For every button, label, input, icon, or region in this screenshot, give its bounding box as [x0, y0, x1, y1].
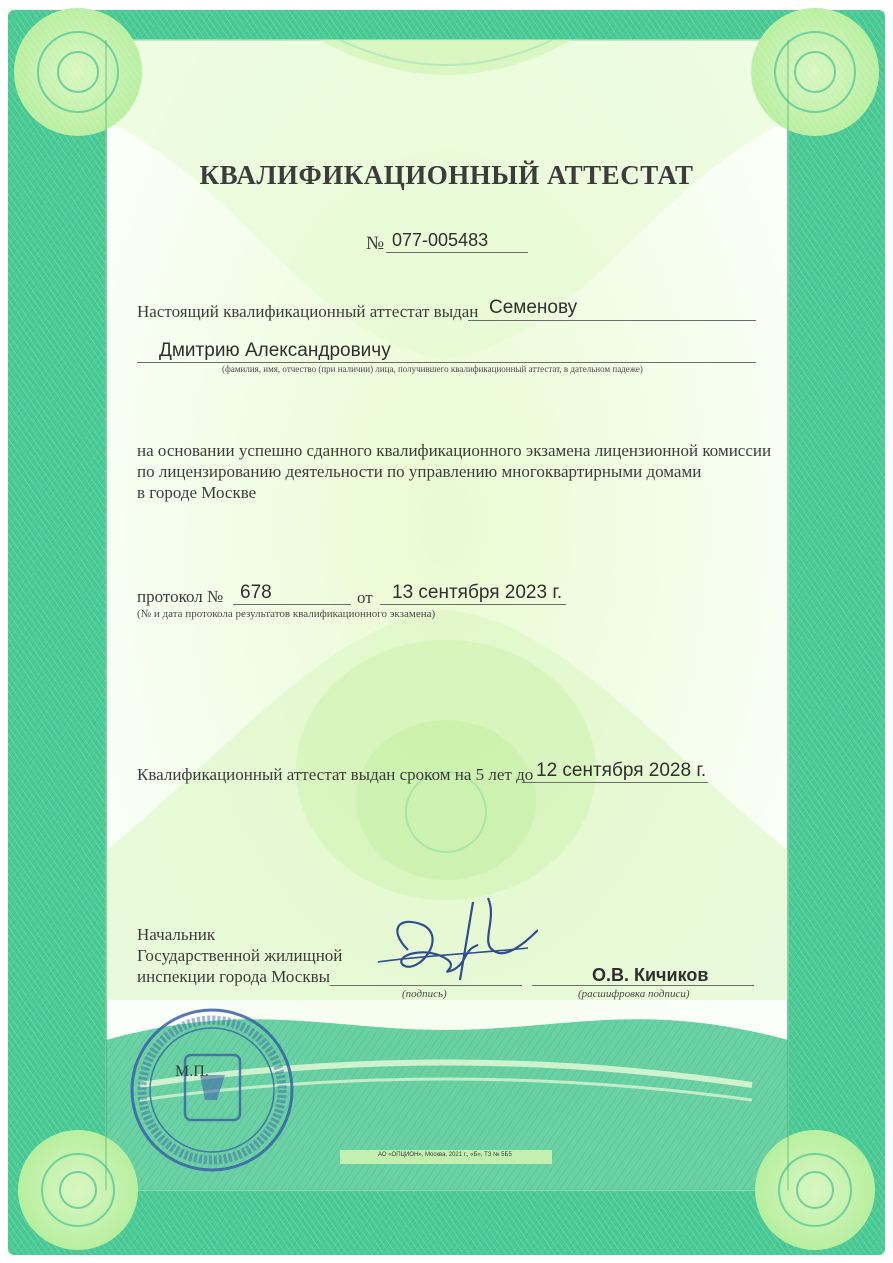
document-title: КВАЛИФИКАЦИОННЫЙ АТТЕСТАТ — [199, 160, 694, 190]
protocol-label: протокол № — [137, 587, 224, 606]
protocol-number-underline — [233, 604, 351, 605]
signature-caption: (подпись) — [402, 988, 447, 1000]
basis-line-2: по лицензированию деятельности по управлению многоквартирными домами — [137, 462, 702, 481]
signer-name: О.В. Кичиков — [592, 965, 709, 985]
recipient-name-patronymic: Дмитрию Александровичу — [159, 340, 391, 361]
signer-line-1: Начальник — [137, 925, 216, 944]
number-label: № — [366, 233, 385, 254]
signer-name-underline — [532, 985, 754, 986]
signer-name-caption: (расшифровка подписи) — [578, 988, 690, 1000]
certificate-number: 077-005483 — [392, 230, 489, 250]
validity-date: 12 сентября 2028 г. — [536, 760, 707, 781]
protocol-date: 13 сентября 2023 г. — [392, 582, 563, 603]
basis-line-3: в городе Москве — [137, 483, 257, 502]
validity-date-underline — [522, 782, 708, 783]
protocol-from-label: от — [357, 588, 373, 607]
surname-underline — [468, 320, 756, 321]
protocol-number: 678 — [240, 582, 272, 603]
signer-line-2: Государственной жилищной — [137, 946, 343, 965]
recipient-surname: Семенову — [489, 297, 578, 318]
printer-note: АО «ОПЦИОН», Москва, 2021 г., «Б», ТЗ № 5Б5 — [378, 1152, 512, 1158]
signature-underline — [330, 985, 522, 986]
stamp-label: М.П. — [175, 1063, 209, 1080]
protocol-caption: (№ и дата протокола результатов квалификационного экзамена) — [137, 608, 436, 620]
name-caption: (фамилия, имя, отчество (при наличии) лица, получившего квалификационный аттестат, в дательном падеже) — [222, 364, 643, 374]
issued-to-label: Настоящий квалификационный аттестат выдан — [137, 302, 479, 321]
signer-line-3: инспекции города Москвы — [137, 967, 331, 986]
basis-line-1: на основании успешно сданного квалификационного экзамена лицензионной комиссии — [137, 441, 772, 460]
protocol-date-underline — [380, 604, 566, 605]
number-underline — [386, 252, 528, 253]
signature — [378, 890, 538, 990]
name-underline — [137, 362, 756, 363]
validity-label: Квалификационный аттестат выдан сроком на 5 лет до — [137, 765, 534, 784]
official-stamp — [125, 1005, 300, 1175]
